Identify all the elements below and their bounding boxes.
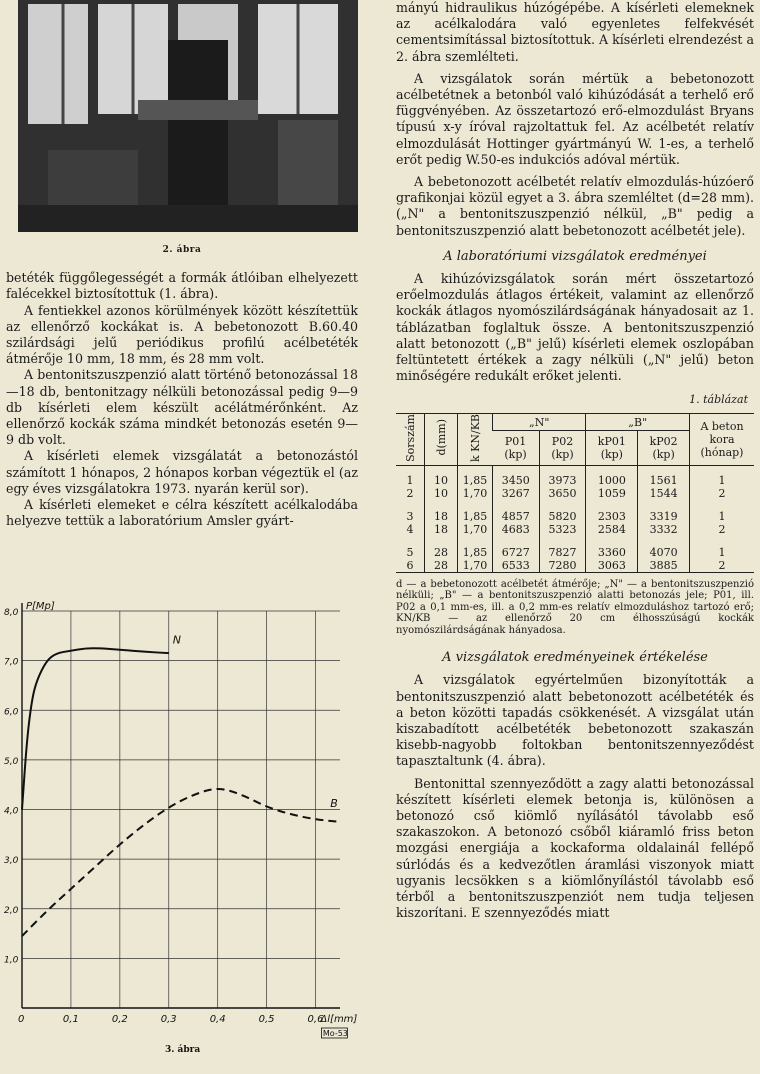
header-sorszam: Sorszám xyxy=(396,413,425,465)
chart-y-axis-label: P[Mp] xyxy=(26,601,55,612)
table-cell: 6727 xyxy=(493,536,540,559)
table-cell: 28 xyxy=(425,536,458,559)
left-paragraph-1: betéték függőlegességét a formák átlóiban elhelyezett falécekkel biztosítottuk (1. ábra). xyxy=(6,270,358,302)
table-cell: 1561 xyxy=(638,465,690,487)
table-cell: 3063 xyxy=(586,559,638,573)
table-row xyxy=(396,500,754,523)
table-cell: 1,85 xyxy=(458,500,493,523)
header-p01: P01 (kp) xyxy=(493,431,540,465)
results-table xyxy=(396,413,754,573)
table-cell: 28 xyxy=(425,559,458,573)
chart-y-tick-label: 2,0 xyxy=(4,905,19,916)
chart-x-tick-label: 0,3 xyxy=(160,1014,177,1025)
chart-x-tick-label: 0,2 xyxy=(111,1014,128,1025)
chart-x-axis-label: Δl[mm] xyxy=(320,1014,358,1025)
header-b-group: „B" xyxy=(586,413,690,431)
table-row xyxy=(396,487,754,500)
table-cell: 6533 xyxy=(493,559,540,573)
table-cell: 3973 xyxy=(539,465,586,487)
chart-series-label: N xyxy=(172,633,182,647)
table-row xyxy=(396,536,754,559)
chart-x-tick-label: 0 xyxy=(18,1014,25,1025)
table-cell: 1544 xyxy=(638,487,690,500)
figure-2-photo xyxy=(18,0,358,232)
table-cell: 1,70 xyxy=(458,559,493,573)
table-cell: 1 xyxy=(690,500,755,523)
chart-y-tick-label: 4,0 xyxy=(4,806,19,817)
table-label: 1. táblázat xyxy=(689,393,748,407)
chart-y-tick-label: 7,0 xyxy=(4,657,19,668)
table-cell: 3450 xyxy=(493,465,540,487)
table-cell: 1000 xyxy=(586,465,638,487)
table-cell: 5820 xyxy=(539,500,586,523)
lab-photo-illustration xyxy=(18,0,358,232)
header-kp01: kP01 (kp) xyxy=(586,431,638,465)
table-cell: 1059 xyxy=(586,487,638,500)
table-cell: 2 xyxy=(406,486,414,500)
chart-y-tick-label: 8,0 xyxy=(4,608,19,618)
left-paragraph-4: A kísérleti elemek vizsgálatát a betonozástól számított 1 hónapos, 2 hónapos korban végeztük el (az egy éves vizsgálatokra 1973. nyarán kerül sor). xyxy=(6,448,358,496)
evaluation-paragraph-1: A vizsgálatok egyértelműen bizonyították a bentonitszuszpenzió alatt bebetonozott acélbetéték és a beton közötti tapadás csökkenését. A vizsgálat után kiszabadított acélbetéték bebetonozott szakaszán kisebb-nagyobb foltokban bentonitszennyeződést tapasztaltunk (4. ábra). xyxy=(396,672,754,769)
header-d: d(mm) xyxy=(425,413,458,465)
table-cell: 1 xyxy=(406,473,414,487)
table-cell: 6 xyxy=(396,559,425,573)
chart-series-b xyxy=(22,789,340,936)
chart-stamp: Mo-53 xyxy=(322,1029,348,1038)
header-p02: P02 (kp) xyxy=(539,431,586,465)
table-row xyxy=(396,523,754,536)
evaluation-paragraph-2: Bentonittal szennyeződött a zagy alatti betonozással készített kísérleti elemek betonja is, különösen a betonozó cső kiömlő nyílásától távolabb eső szakaszokon. A betonozó csőből kiáramló friss beton mozgási energiája a kockaforma oldalainál fellépő súrlódás és a kedvezőtlen áramlási viszonyok miatt ugyanis lecsökken s a kiömlőnyílástól távolabb eső térből a bentonitszuszpenziót nem tudja teljesen kiszorítani. E szennyeződés miatt xyxy=(396,775,754,921)
header-n-group: „N" xyxy=(493,413,586,431)
table-cell: 18 xyxy=(425,523,458,536)
chart-y-tick-label: 5,0 xyxy=(4,756,19,767)
chart-y-tick-label: 3,0 xyxy=(4,856,19,867)
table-cell: 1,70 xyxy=(458,523,493,536)
table-cell: 3885 xyxy=(638,559,690,573)
chart-svg xyxy=(0,596,370,1066)
right-column xyxy=(396,0,754,921)
table-cell: 1,85 xyxy=(458,536,493,559)
section-title-evaluation: A vizsgálatok eredményeinek értékelése xyxy=(442,650,708,666)
table-cell: 3 xyxy=(406,509,414,523)
table-cell: 3650 xyxy=(539,487,586,500)
table-cell: 1 xyxy=(690,536,755,559)
table-cell: 4857 xyxy=(493,500,540,523)
header-age: A beton kora (hónap) xyxy=(690,413,755,465)
table-cell: 5 xyxy=(406,545,414,559)
table-cell: 1,85 xyxy=(458,465,493,487)
right-paragraph-1: mányú hidraulikus húzógépébe. A kísérleti elemeknek az acélkalodára való egyenletes felfekvését cementsimítással biztosítottuk. A kísérleti elrendezést a 2. ábra szemlélteti. xyxy=(396,0,754,64)
header-kp02: kP02 (kp) xyxy=(638,431,690,465)
table-cell: 1 xyxy=(690,465,755,487)
table-cell: 10 xyxy=(425,465,458,487)
table-cell: 5323 xyxy=(539,523,586,536)
table-cell: 2303 xyxy=(586,500,638,523)
chart-x-tick-label: 0,6 xyxy=(307,1014,324,1025)
table-row xyxy=(396,559,754,573)
left-paragraph-2: A fentiekkel azonos körülmények között készítettük az ellenőrző kockákat is. A bebetonozott B.60.40 szilárdsági jelű periódikus profilú acélbetéték átmérője 10 mm, 18 mm, és 28 mm volt. xyxy=(6,302,358,367)
table-cell: 3267 xyxy=(493,487,540,500)
table-cell: 2 xyxy=(690,487,755,500)
table-footnote: d — a bebetonozott acélbetét átmérője; „N" — a bentonitszuszpenzió nélküli; „B" — a bentonitszuszpenzió alatti betonozás jele; P01, ill. P02 a 0,1 mm-es, ill. a 0,2 mm-es relatív elmozduláshoz tartozó erő; KN/KB — az ellenőrző 20 cm élhosszúságú kockák nyomószilárdságának hányadosa. xyxy=(396,578,754,636)
figure-2-area xyxy=(6,0,358,232)
left-paragraph-3: A bentonitszuszpenzió alatt történő betonozással 18—18 db, bentonitzagy nélküli betonozással pedig 9—9 db kísérleti elem készült acélátmérőnként. Az ellenőrző kockák száma mindkét betonozás esetén 9—9 db volt. xyxy=(6,367,358,448)
left-paragraph-5: A kísérleti elemeket e célra készített acélkalodába helyezve tettük a laboratórium Amsler gyárt- xyxy=(6,497,358,529)
chart-x-tick-label: 0,4 xyxy=(209,1014,226,1025)
chart-y-tick-label: 1,0 xyxy=(4,955,19,966)
table-cell: 4683 xyxy=(493,523,540,536)
section-title-results: A laboratóriumi vizsgálatok eredményei xyxy=(443,248,707,264)
table-cell: 3360 xyxy=(586,536,638,559)
table-cell: 4070 xyxy=(638,536,690,559)
table-row xyxy=(396,465,754,487)
table-cell: 3332 xyxy=(638,523,690,536)
header-k: k KN/KB xyxy=(458,413,493,465)
figure-2-caption: 2. ábra xyxy=(162,245,202,255)
results-paragraph: A kihúzóvizsgálatok során mért összetartozó erőelmozdulás átlagos értékeit, valamint az ellenőrző kockák átlagos nyomószilárdságának hányadosait az 1. táblázatban foglaltuk össze. A bentonitszuszpenzió alatt betonozott („B" jelű) kísérleti elemek oszlopában feltüntetett értékek a zagy nélküli („N" jelű) beton minőségére redukált erőket jelenti. xyxy=(396,271,754,384)
table-cell: 1,70 xyxy=(458,487,493,500)
table-cell: 2 xyxy=(690,559,755,573)
right-paragraph-2: A vizsgálatok során mértük a bebetonozott acélbetétnek a betonból való kihúzódását a terhelő erő függvényében. Az összetartozó erő-elmozdulást Bryans típusú x-y íróval rajzoltattuk fel. Az acélbetét relatív elmozdulását Hottinger gyártmányú W. 1-es, a terhelő erőt pedig W.50-es indukciós adóval mértük. xyxy=(396,70,754,167)
chart-y-tick-label: 6,0 xyxy=(4,707,19,718)
table-cell: 7280 xyxy=(539,559,586,573)
chart-x-tick-label: 0,5 xyxy=(258,1014,275,1025)
table-cell: 2 xyxy=(690,523,755,536)
table-cell: 2584 xyxy=(586,523,638,536)
table-cell: 4 xyxy=(406,522,414,536)
right-paragraph-3: A bebetonozott acélbetét relatív elmozdulás-húzóerő grafikonjai közül egyet a 3. ábra szemléltet (d=28 mm). („N" a bentonitszuszpenzió nélkül, „B" pedig a bentonitszuszpenzió alatt bebetonozott acélbetét jele). xyxy=(396,174,754,238)
chart-series-label: B xyxy=(330,797,338,811)
table-cell: 18 xyxy=(425,500,458,523)
table-cell: 10 xyxy=(425,487,458,500)
chart-x-tick-label: 0,1 xyxy=(62,1014,79,1025)
chart-series-n xyxy=(22,648,169,809)
left-column xyxy=(6,0,358,529)
table-cell: 7827 xyxy=(539,536,586,559)
figure-3-chart xyxy=(0,596,370,1066)
chart-caption: 3. ábra xyxy=(165,1045,201,1055)
table-cell: 3319 xyxy=(638,500,690,523)
